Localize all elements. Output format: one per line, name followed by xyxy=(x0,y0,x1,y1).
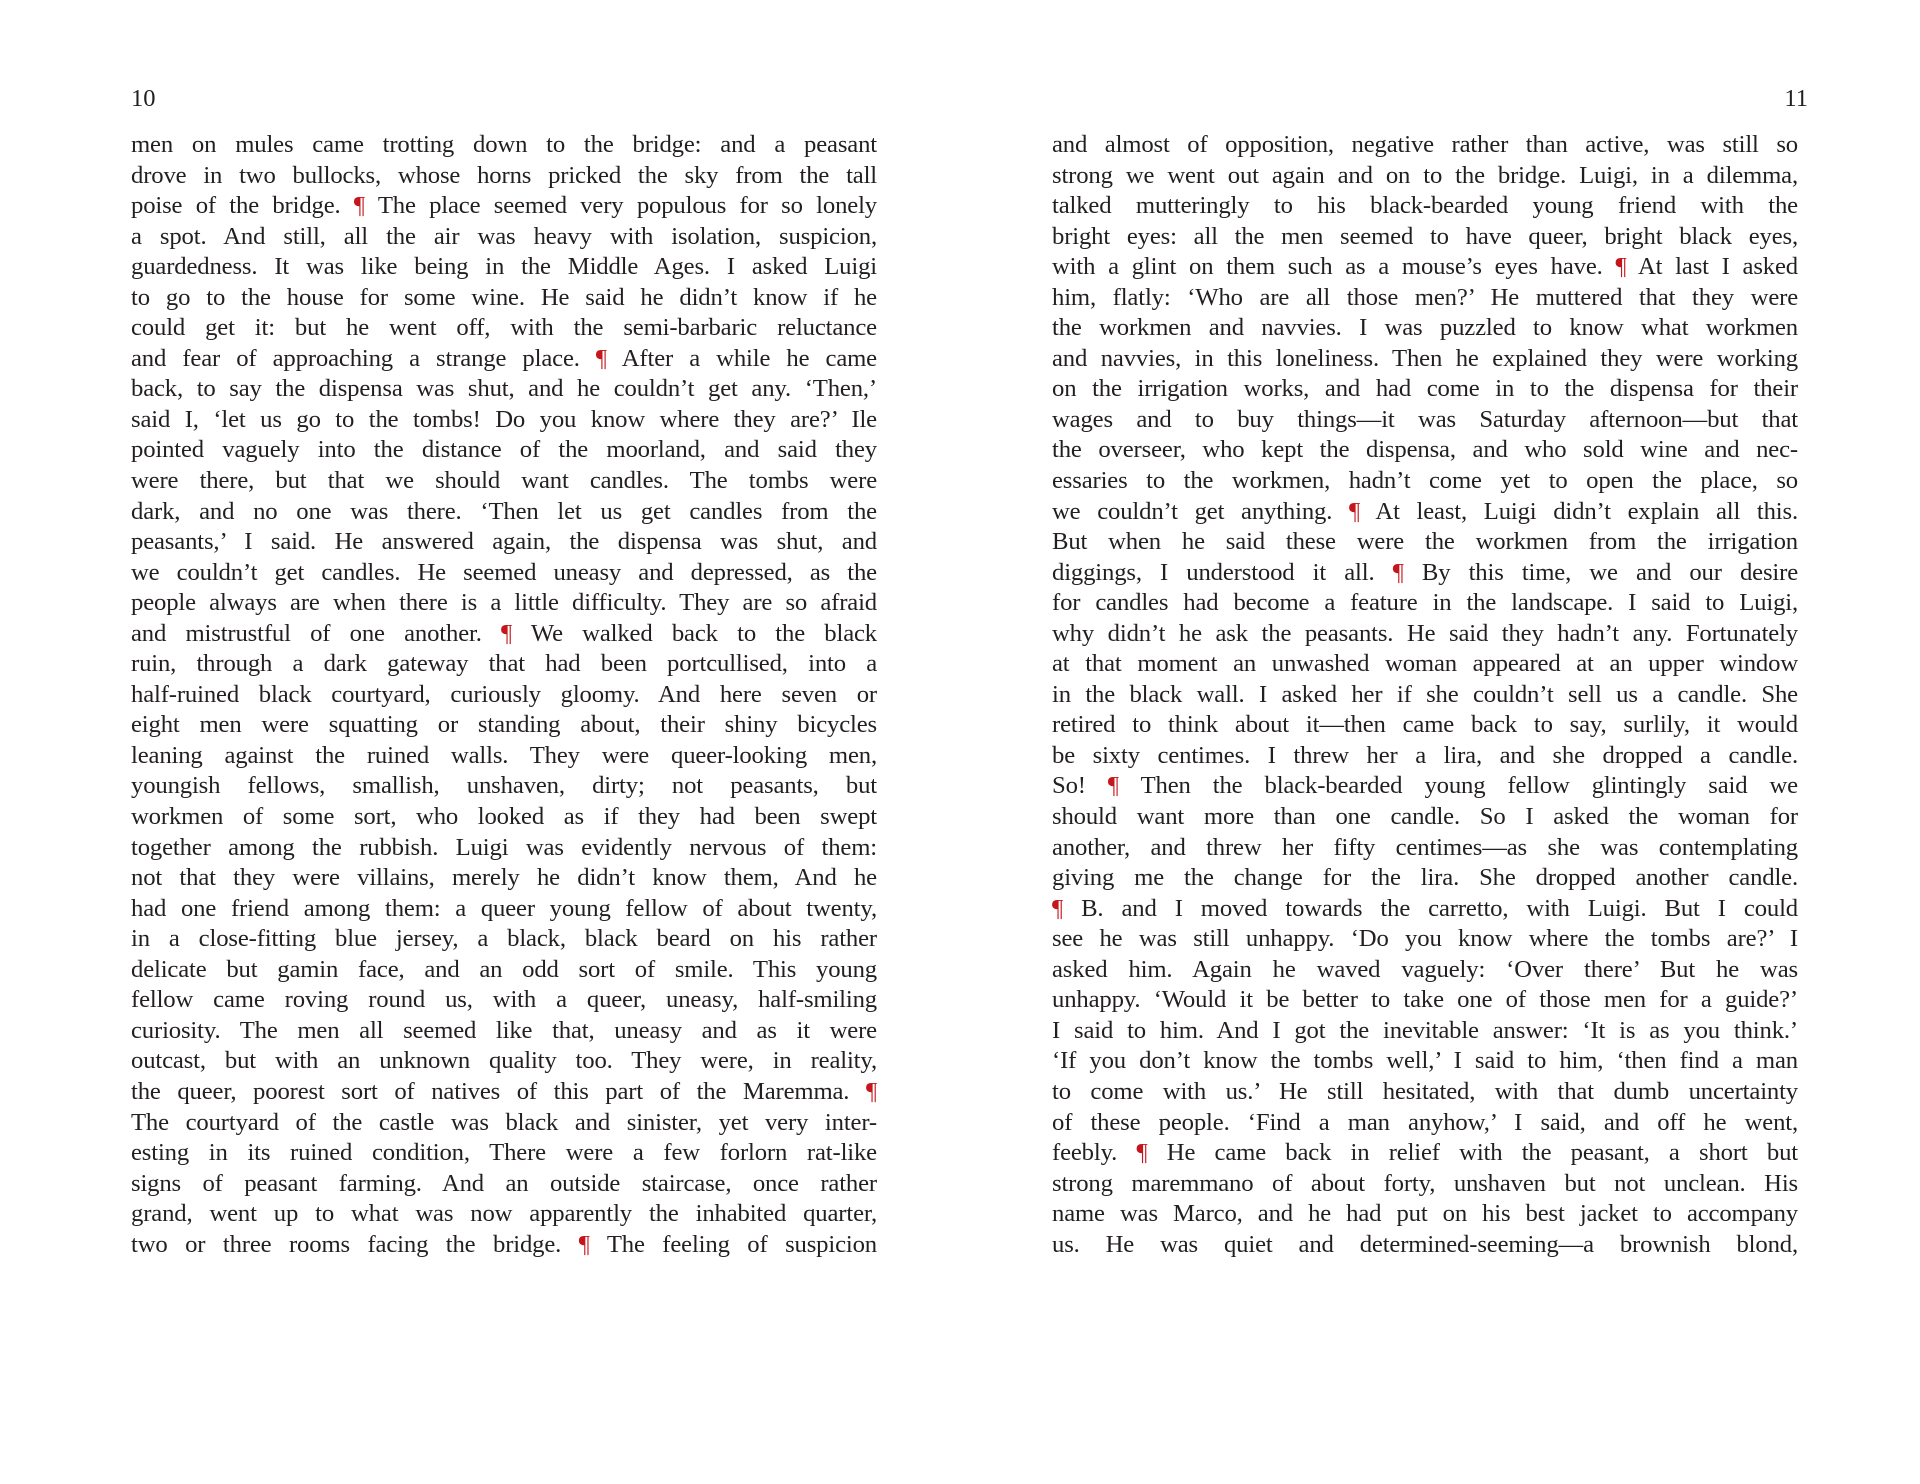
pilcrow-mark: ¶ xyxy=(501,619,513,647)
text-line: the workmen and navvies. I was puzzled to know what workmen xyxy=(1052,314,1798,342)
text-line: diggings, I understood it all. ¶ By this time, we and our desire xyxy=(1052,558,1799,586)
text-line: why didn’t he ask the peasants. He said they hadn’t any. Fortunately xyxy=(1052,619,1798,647)
text-line: together among the rubbish. Luigi was evidently nervous of them: xyxy=(131,833,877,861)
pilcrow-mark: ¶ xyxy=(1615,253,1627,281)
text-line: us. He was quiet and determined-seeming—a brownish blond, xyxy=(1052,1230,1798,1258)
pilcrow-mark: ¶ xyxy=(1107,772,1119,800)
text-line: of these people. ‘Find a man anyhow,’ I said, and off he went, xyxy=(1052,1108,1798,1136)
text-line: another, and threw her fifty centimes—as she was contemplating xyxy=(1052,833,1798,861)
text-line: and fear of approaching a strange place. ¶ After a while he came xyxy=(131,344,877,372)
text-line: guardedness. It was like being in the Middle Ages. I asked Luigi xyxy=(131,253,877,281)
text-line: feebly. ¶ He came back in relief with the peasant, a short but xyxy=(1052,1139,1798,1167)
text-line: curiosity. The men all seemed like that, uneasy and as it were xyxy=(131,1016,877,1044)
text-line: be sixty centimes. I threw her a lira, and she dropped a candle. xyxy=(1052,741,1798,769)
text-line: we couldn’t get anything. ¶ At least, Luigi didn’t explain all this. xyxy=(1052,497,1798,525)
text-line: a spot. And still, all the air was heavy with isolation, suspicion, xyxy=(131,222,877,250)
text-line: we couldn’t get candles. He seemed uneasy and depressed, as the xyxy=(131,558,877,586)
text-line: not that they were villains, merely he didn’t know them, And he xyxy=(131,864,877,892)
pilcrow-mark: ¶ xyxy=(1136,1139,1148,1167)
text-line: at that moment an unwashed woman appeared at an upper window xyxy=(1052,650,1798,678)
text-line: with a glint on them such as a mouse’s eyes have. ¶ At last I asked xyxy=(1052,253,1799,281)
text-line: signs of peasant farming. And an outside staircase, once rather xyxy=(131,1169,877,1197)
text-line: strong maremmano of about forty, unshaven but not unclean. His xyxy=(1052,1169,1798,1197)
text-line: and almost of opposition, negative rather than active, was still so xyxy=(1052,131,1798,158)
text-line: drove in two bullocks, whose horns pricked the sky from the tall xyxy=(131,161,877,189)
text-line: delicate but gamin face, and an odd sort of smile. This young xyxy=(131,955,877,983)
text-line: him, flatly: ‘Who are all those men?’ He muttered that they were xyxy=(1052,283,1798,311)
pilcrow-mark: ¶ xyxy=(578,1230,590,1258)
text-line: talked mutteringly to his black-bearded young friend with the xyxy=(1052,192,1798,220)
text-line: name was Marco, and he had put on his best jacket to accompany xyxy=(1052,1200,1798,1228)
text-line: ‘If you don’t know the tombs well,’ I said to him, ‘then find a man xyxy=(1052,1047,1798,1075)
text-line: esting in its ruined condition, There were a few forlorn rat-like xyxy=(131,1139,877,1167)
text-line: the overseer, who kept the dispensa, and who sold wine and nec- xyxy=(1052,436,1798,464)
text-line: and mistrustful of one another. ¶ We walked back to the black xyxy=(131,619,878,647)
text-line: half-ruined black courtyard, curiously gloomy. And here seven or xyxy=(131,680,877,708)
text-line: retired to think about it—then came back to say, surlily, it would xyxy=(1052,711,1798,739)
text-line: and navvies, in this loneliness. Then he explained they were working xyxy=(1052,344,1798,372)
text-line: strong we went out again and on to the bridge. Luigi, in a dilemma, xyxy=(1052,161,1798,189)
text-line: peasants,’ I said. He answered again, the dispensa was shut, and xyxy=(131,528,877,556)
text-line: poise of the bridge. ¶ The place seemed very populous for so lonely xyxy=(131,192,877,220)
text-line: asked him. Again he waved vaguely: ‘Over there’ But he was xyxy=(1052,955,1798,983)
pilcrow-mark: ¶ xyxy=(595,344,607,372)
text-line: had one friend among them: a queer young fellow of about twenty, xyxy=(131,894,877,922)
text-line: youngish fellows, smallish, unshaven, dirty; not peasants, but xyxy=(131,772,877,800)
text-line: The courtyard of the castle was black and sinister, yet very inter- xyxy=(131,1108,877,1136)
text-line: ruin, through a dark gateway that had been portcullised, into a xyxy=(131,650,877,678)
text-line: outcast, but with an unknown quality too. They were, in reality, xyxy=(131,1047,877,1075)
right-page xyxy=(960,0,1920,1484)
text-line: to come with us.’ He still hesitated, with that dumb uncertainty xyxy=(1052,1077,1798,1105)
pilcrow-mark: ¶ xyxy=(353,192,365,220)
text-line: I said to him. And I got the inevitable answer: ‘It is as you think.’ xyxy=(1052,1016,1798,1044)
text-line: grand, went up to what was now apparently the inhabited quarter, xyxy=(131,1200,877,1228)
text-line: could get it: but he went off, with the semi-barbaric reluctance xyxy=(131,314,877,342)
text-line: giving me the change for the lira. She dropped another candle. xyxy=(1052,864,1798,892)
pilcrow-mark: ¶ xyxy=(865,1077,877,1105)
text-line: workmen of some sort, who looked as if they had been swept xyxy=(131,803,877,831)
left-page-text xyxy=(131,130,877,1260)
text-line: essaries to the workmen, hadn’t come yet to open the place, so xyxy=(1052,467,1798,495)
text-line: back, to say the dispensa was shut, and he couldn’t get any. ‘Then,’ xyxy=(131,375,877,403)
text-line: in the black wall. I asked her if she couldn’t sell us a candle. She xyxy=(1052,680,1798,708)
text-line: to go to the house for some wine. He said he didn’t know if he xyxy=(131,283,877,311)
pilcrow-mark: ¶ xyxy=(1392,558,1404,586)
text-line: the queer, poorest sort of natives of this part of the Maremma. ¶ xyxy=(131,1077,877,1105)
right-page-text xyxy=(1052,130,1798,1260)
text-line: people always are when there is a little difficulty. They are so afraid xyxy=(131,589,877,617)
text-line: dark, and no one was there. ‘Then let us get candles from the xyxy=(131,497,877,525)
text-line: see he was still unhappy. ‘Do you know where the tombs are?’ I xyxy=(1052,925,1798,953)
page-number-left: 10 xyxy=(131,85,156,112)
text-line: were there, but that we should want candles. The tombs were xyxy=(131,467,877,495)
text-line: So! ¶ Then the black-bearded young fellow glintingly said we xyxy=(1052,772,1798,800)
text-line: wages and to buy things—it was Saturday afternoon—but that xyxy=(1052,405,1798,433)
pilcrow-mark: ¶ xyxy=(1052,894,1064,922)
text-line: two or three rooms facing the bridge. ¶ The feeling of suspicion xyxy=(131,1230,877,1258)
text-line: pointed vaguely into the distance of the moorland, and said they xyxy=(131,436,877,464)
text-line: ¶ B. and I moved towards the carretto, with Luigi. But I could xyxy=(1052,894,1798,922)
text-line: in a close-fitting blue jersey, a black, black beard on his rather xyxy=(131,925,877,953)
page-number-right: 11 xyxy=(1784,85,1808,112)
text-line: fellow came roving round us, with a queer, uneasy, half-smiling xyxy=(131,986,877,1014)
pilcrow-mark: ¶ xyxy=(1348,497,1361,525)
text-line: bright eyes: all the men seemed to have queer, bright black eyes, xyxy=(1052,222,1798,250)
text-line: for candles had become a feature in the landscape. I said to Luigi, xyxy=(1052,589,1798,617)
text-line: men on mules came trotting down to the bridge: and a peasant xyxy=(131,131,877,158)
text-line: eight men were squatting or standing about, their shiny bicycles xyxy=(131,711,877,739)
text-line: should want more than one candle. So I asked the woman for xyxy=(1052,803,1798,831)
text-line: But when he said these were the workmen from the irrigation xyxy=(1052,528,1798,556)
text-line: unhappy. ‘Would it be better to take one of those men for a guide?’ xyxy=(1052,986,1798,1014)
text-line: leaning against the ruined walls. They were queer-looking men, xyxy=(131,741,877,769)
text-line: said I, ‘let us go to the tombs! Do you know where they are?’ Ile xyxy=(131,405,877,433)
text-line: on the irrigation works, and had come in to the dispensa for their xyxy=(1052,375,1798,403)
